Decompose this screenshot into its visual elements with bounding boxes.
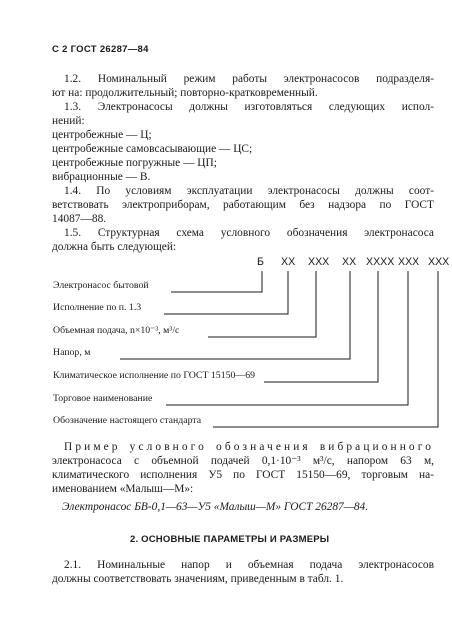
page-header: С 2 ГОСТ 26287—84 [52,44,149,55]
leader-line [213,271,438,427]
scheme-label: Объемная подача, n×10⁻³, м³/с [53,325,180,336]
scheme-label: Электронасос бытовой [53,280,149,291]
para-2-1-line-2: должны соответствовать значениям, приведенным в табл. 1. [52,573,344,585]
execution-item: вибрационные — В. [52,171,151,183]
scheme-label: Климатическое исполнение по ГОСТ 15150—69 [53,370,255,381]
para-1-3-line-1: 1.3. Электронасосы должны изготовляться следующих испол- [64,101,434,113]
para-1-4-line-3: 14087—88. [52,213,107,225]
leader-line [171,271,262,292]
leader-line [166,271,408,405]
scheme-label: Исполнение по п. 1.3 [53,302,142,313]
para-1-5-line-2: должна быть следующей: [52,241,177,253]
scheme-code: ХХХХ [366,256,395,268]
scheme-code: ХХ [281,256,296,268]
para-1-2-line-2: ют на: продолжительный; повторно-кратковременный. [52,87,318,99]
example-designation: Электронасос БВ-0,1—63—У5 «Малыш—М» ГОСТ 26287—84. [62,501,369,513]
example-line-2: электронасоса с объемной подачей 0,1·10⁻³ м³/с, напором 63 м, [52,455,434,467]
scheme-code: ХХХ [398,256,420,268]
example-line-4: именованием «Малыш—М»: [52,483,194,495]
scheme-code: ХХ [342,256,357,268]
para-2-1-line-1: 2.1. Номинальные напор и объемная подача электронасосов [64,559,434,571]
example-line-3: климатического исполнения У5 по ГОСТ 15150—69, торговым на- [52,469,434,481]
execution-item: центробежные погружные — ЦП; [52,157,217,169]
section-title: 2. ОСНОВНЫЕ ПАРАМЕТРЫ И РАЗМЕРЫ [130,534,330,545]
para-1-4-line-2: ветствовать электроприборам, работающим без надзора по ГОСТ [52,199,434,211]
example-line-1: Пример условного обозначения вибрационного [64,441,434,453]
execution-item: центробежные самовсасывающие — ЦС; [52,143,253,155]
scheme-label: Торговое наименование [53,393,153,404]
scheme-code: ХХХ [308,256,330,268]
scheme-code: Б [257,256,264,268]
para-1-3-line-2: нений: [52,115,85,127]
para-1-5-line-1: 1.5. Структурная схема условного обозначения электронасоса [64,227,434,239]
para-1-4-line-1: 1.4. По условиям эксплуатации электронасосы должны соот- [64,185,434,197]
scheme-label: Напор, м [53,347,91,358]
scheme-code: ХХХ [428,256,450,268]
leader-line [264,271,378,382]
scheme-label: Обозначение настоящего стандарта [53,415,202,426]
execution-item: центробежные — Ц; [52,129,152,141]
para-1-2-line-1: 1.2. Номинальный режим работы электронасосов подразделя- [64,73,434,85]
